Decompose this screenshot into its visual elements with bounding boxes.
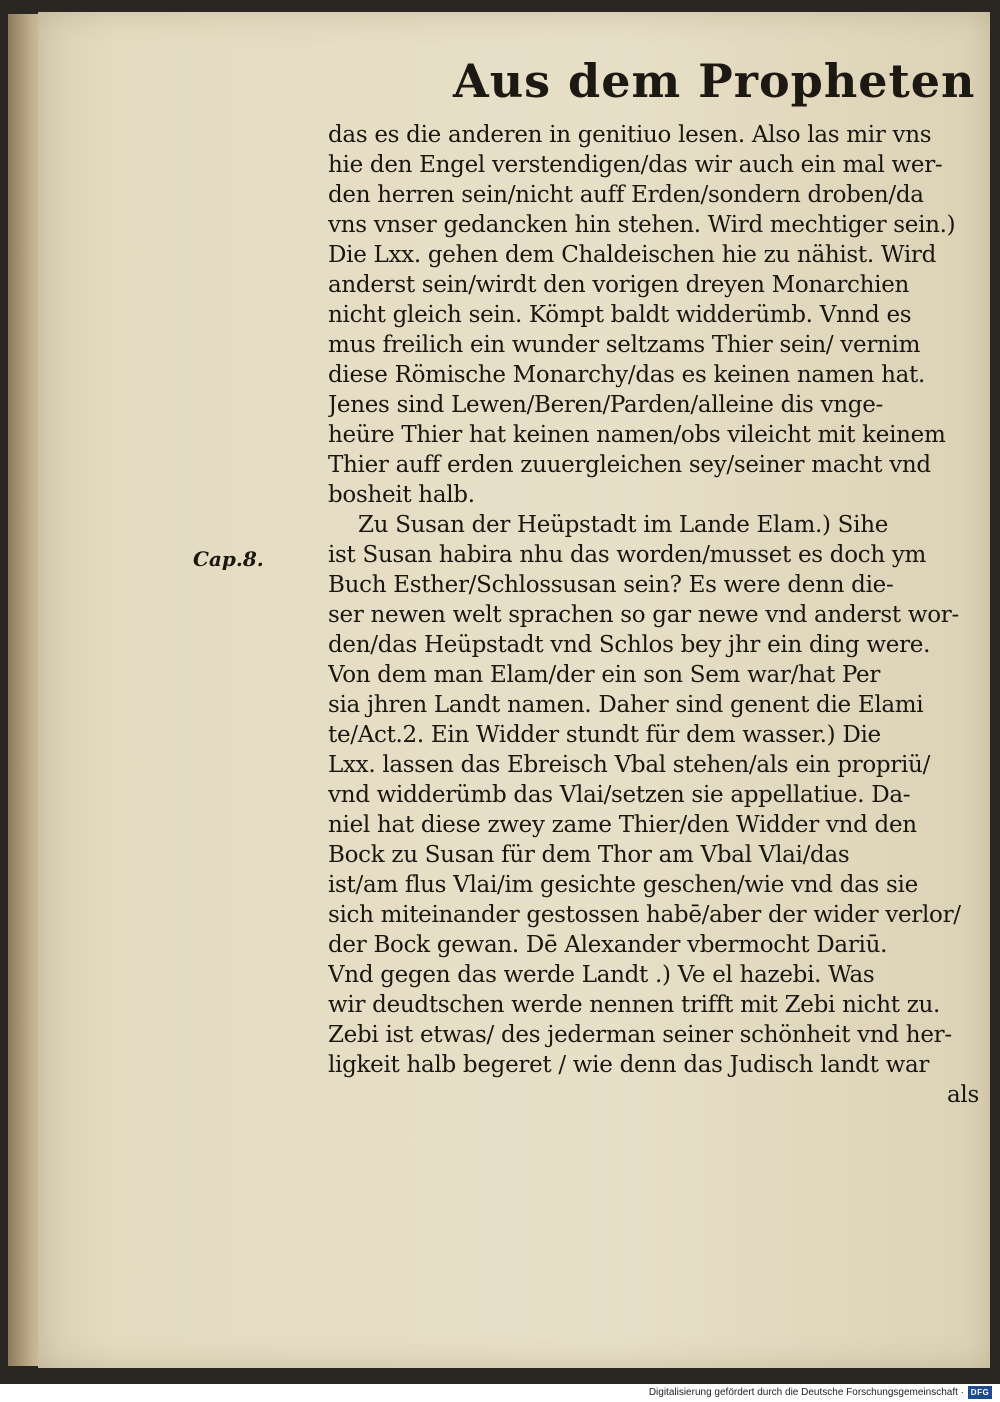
text-line: nicht gleich sein. Kömpt baldt widderümb. Vnnd es (328, 302, 912, 328)
text-line: niel hat diese zwey zame Thier/den Widder vnd den (328, 812, 917, 838)
dfg-logo-icon: DFG (968, 1386, 992, 1399)
text-line: wir deudtschen werde nennen trifft mit Zebi nicht zu. (328, 992, 941, 1018)
text-line: Buch Esther/Schlossusan sein? Es were denn die- (328, 572, 894, 598)
text-line: ist/am flus Vlai/im gesichte geschen/wie vnd das sie (328, 872, 918, 898)
text-line: Jenes sind Lewen/Beren/Parden/alleine dis vnge- (328, 392, 883, 418)
text-line: vnd widderümb das Vlai/setzen sie appellatiue. Da- (328, 782, 911, 808)
text-line: diese Römische Monarchy/das es keinen namen hat. (328, 362, 925, 388)
text-line: Bock zu Susan für dem Thor am Vbal Vlai/das (328, 842, 850, 868)
text-line: bosheit halb. (328, 482, 475, 508)
text-line: mus freilich ein wunder seltzams Thier sein/ vernim (328, 332, 921, 358)
text-line: Von dem man Elam/der ein son Sem war/hat Per (328, 662, 881, 688)
book-page (38, 12, 990, 1368)
catchword: als (947, 1082, 979, 1108)
footer-credit: Digitalisierung gefördert durch die Deutsche Forschungsgemeinschaft · (648, 1387, 964, 1398)
text-line: Die Lxx. gehen dem Chaldeischen hie zu nähist. Wird (328, 242, 937, 268)
text-line: ist Susan habira nhu das worden/musset es doch ym (328, 542, 927, 568)
text-line: Thier auff erden zuuergleichen sey/seiner macht vnd (328, 452, 931, 478)
text-line: vns vnser gedancken hin stehen. Wird mechtiger sein.) (328, 212, 956, 238)
text-line: sich miteinander gestossen habē/aber der wider verlor/ (328, 902, 961, 928)
text-line: te/Act.2. Ein Widder stundt für dem wasser.) Die (328, 722, 881, 748)
running-title: Aus dem Propheten (453, 54, 976, 108)
text-line: ligkeit halb begeret / wie denn das Judisch landt war (328, 1052, 930, 1078)
text-line: Lxx. lassen das Ebreisch Vbal stehen/als ein propriü/ (328, 752, 931, 778)
text-line: Zu Susan der Heüpstadt im Lande Elam.) Sihe (358, 512, 889, 538)
body-text (328, 120, 993, 1110)
margin-note: Cap.8. (193, 547, 264, 571)
text-line: Vnd gegen das werde Landt .) Ve el hazebi. Was (328, 962, 875, 988)
text-line: den/das Heüpstadt vnd Schlos bey jhr ein ding were. (328, 632, 931, 658)
text-line: heüre Thier hat keinen namen/obs vileicht mit keinem (328, 422, 946, 448)
text-line: den herren sein/nicht auff Erden/sondern droben/da (328, 182, 924, 208)
text-line: hie den Engel verstendigen/das wir auch ein mal wer- (328, 152, 943, 178)
text-line: das es die anderen in genitiuo lesen. Also las mir vns (328, 122, 932, 148)
text-line: Zebi ist etwas/ des jederman seiner schönheit vnd her- (328, 1022, 952, 1048)
text-line: ser newen welt sprachen so gar newe vnd anderst wor- (328, 602, 959, 628)
text-line: sia jhren Landt namen. Daher sind genent die Elami (328, 692, 924, 718)
text-line: der Bock gewan. Dē Alexander vbermocht Dariū. (328, 932, 888, 958)
text-line: anderst sein/wirdt den vorigen dreyen Monarchien (328, 272, 910, 298)
